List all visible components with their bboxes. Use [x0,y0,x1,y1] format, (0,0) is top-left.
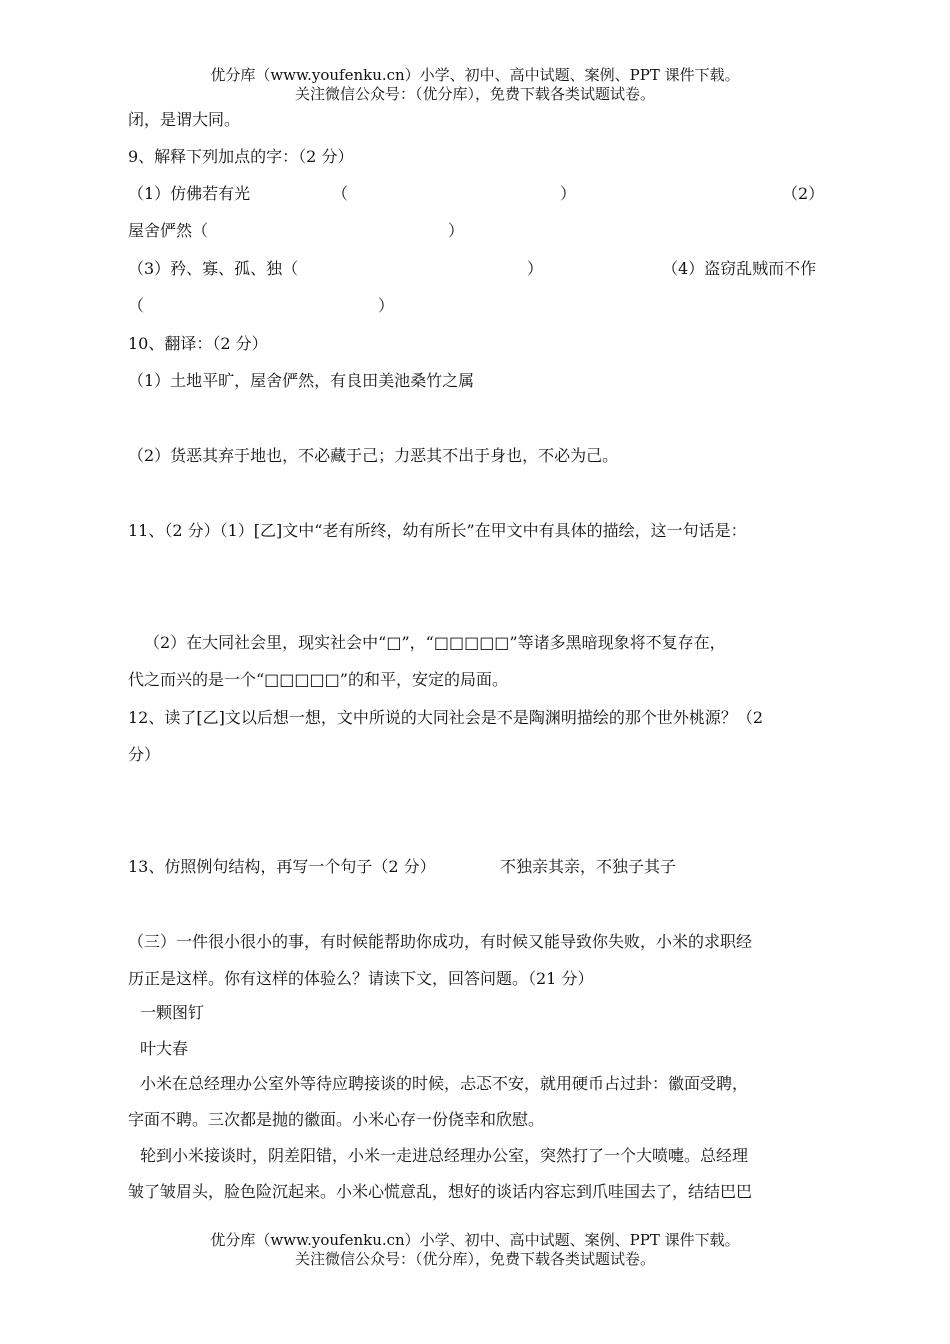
question-9-item-2-close-paren: ） [448,221,465,240]
question-11-item-2-line-2: 代之而兴的是一个“□□□□□”的和平，安定的局面。 [128,670,508,689]
footer-line-1: 优分库（www.youfenku.cn）小学、初中、高中试题、案例、PPT 课件下载。 [210,1231,740,1249]
question-10-item-2: （2）货恶其弃于地也，不必藏于己；力恶其不出于身也，不必为己。 [128,446,619,465]
header-line-1: 优分库（www.youfenku.cn）小学、初中、高中试题、案例、PPT 课件下载。 [210,66,740,84]
story-author: 叶大春 [140,1039,189,1058]
question-9-item-2: 屋舍俨然（ [128,221,209,240]
story-paragraph-1-line-2: 字面不聘。三次都是抛的徽面。小米心存一份侥幸和欣慰。 [128,1110,545,1129]
story-title: 一颗图钉 [140,1003,205,1022]
story-paragraph-2-line-2: 皱了皱眉头，脸色险沉起来。小米心慌意乱，想好的谈话内容忘到爪哇国去了，结结巴巴 [128,1182,753,1201]
question-12-line-1: 12、读了[乙]文以后想一想，文中所说的大同社会是不是陶渊明描绘的那个世外桃源？（2 [128,708,764,727]
question-13: 13、仿照例句结构，再写一个句子（2 分） [128,857,436,876]
question-9-title: 9、解释下列加点的字：（2 分） [128,147,354,166]
question-9-item-1: （1）仿佛若有光 [128,184,251,203]
question-9-item-4: （4）盗窃乱贼而不作 [662,259,817,278]
question-10-item-1: （1）土地平旷，屋舍俨然，有良田美池桑竹之属 [128,371,475,390]
story-paragraph-2-line-1: 轮到小米接谈时，阴差阳错，小米一走进总经理办公室，突然打了一个大喷嚏。总经理 [140,1146,749,1165]
question-10-title: 10、翻译：（2 分） [128,334,268,353]
story-paragraph-1-line-1: 小米在总经理办公室外等待应聘接谈的时候，忐忑不安，就用硬币占过卦：徽面受聘， [140,1074,749,1093]
question-9-item-3: （3）矜、寡、孤、独（ [128,259,299,278]
question-9-item-1-close-paren: ） [560,184,577,203]
question-12-line-2: 分） [128,745,161,764]
question-9-item-3-close-paren: ） [527,259,544,278]
question-9-item-2-number: （2） [782,184,825,203]
question-13-example: 不独亲其亲，不独子其子 [500,857,677,876]
question-9-item-4-open-paren: （ [128,296,145,315]
header-line-2: 关注微信公众号：（优分库），免费下载各类试题试卷。 [294,85,655,103]
section-3-intro-line-1: （三）一件很小很小的事，有时候能帮助你成功，有时候又能导致你失败，小米的求职经 [128,932,753,951]
footer-line-2: 关注微信公众号：（优分库），免费下载各类试题试卷。 [294,1250,655,1268]
question-9-item-4-close-paren: ） [378,296,395,315]
section-3-intro-line-2: 历正是这样。你有这样的体验么？请读下文，回答问题。（21 分） [128,969,594,988]
passage-ending: 闭，是谓大同。 [128,110,241,129]
question-9-item-1-open-paren: （ [332,184,349,203]
question-11-item-1: 11、（2 分）（1）[乙]文中“老有所终，幼有所长”在甲文中有具体的描绘，这一句话是： [128,521,747,540]
question-11-item-2-line-1: （2）在大同社会里，现实社会中“□”，“□□□□□”等诸多黑暗现象将不复存在， [144,633,726,652]
